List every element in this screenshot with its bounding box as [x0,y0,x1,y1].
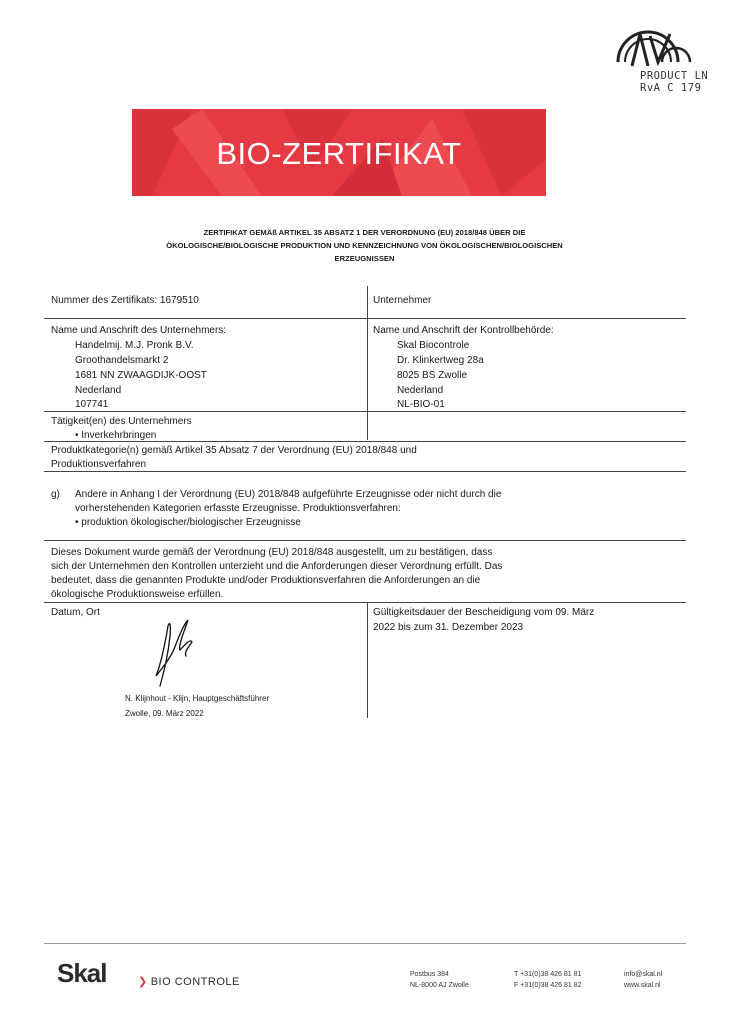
brand-name: Skal [57,958,107,988]
document-title: BIO-ZERTIFIKAT [216,136,462,171]
brand-subtitle [138,975,240,988]
footer-website[interactable]: www.skal.nl [624,982,661,989]
title-banner [132,109,546,196]
category-letter: g) [51,489,60,500]
validity-line2: 2022 bis zum 31. Dezember 2023 [373,622,524,633]
footer-postbus: Postbus 384 [410,971,449,978]
subtitle-line3: ERZEUGNISSEN [334,254,395,263]
control-body-label: Name und Anschrift der Kontrollbehörde: [373,325,554,336]
divider-4 [44,471,686,472]
operator-code: 107741 [75,399,109,410]
footer-phone: T +31(0)38 426 81 81 [514,971,582,978]
category-line2: vorherstehenden Kategorien erfasste Erzeugnisse. Produktionsverfahren: [75,503,401,514]
divider-2 [44,411,686,412]
operator-street: Groothandelsmarkt 2 [75,355,169,366]
control-body-name: Skal Biocontrole [397,340,470,351]
category-line1: Andere in Anhang I der Verordnung (EU) 2018/848 aufgeführte Erzeugnisse oder nicht durch die [75,489,502,500]
footer-fax: F +31(0)38 426 81 82 [514,982,582,989]
category-bullet-text: produktion ökologischer/biologischer Erzeugnisse [81,517,301,528]
signature [148,616,198,695]
operator-heading: Unternehmer [373,295,432,306]
statement-line2: sich der Unternehmen den Kontrollen unterzieht und die Anforderungen dieser Verordnung erfüllt. Das [51,561,503,572]
validity-line1: Gültigkeitsdauer der Bescheidigung vom 09. März [373,607,595,618]
chevron-right-icon: ❯ [138,976,148,988]
category-bullet: • produktion ökologischer/biologischer Erzeugnisse [75,517,301,528]
footer-postcode: NL-8000 AJ Zwolle [410,982,469,989]
statement-line3: bedeutet, dass die genannten Produkte und/oder Produktionsverfahren die Anforderungen an die [51,575,481,586]
control-body-code: NL-BIO-01 [397,399,445,410]
control-body-street: Dr. Klinkertweg 28a [397,355,484,366]
operator-country: Nederland [75,385,122,396]
statement-line4: ökologische Produktionsweise erfüllen. [51,589,224,600]
control-body-country: Nederland [397,385,444,396]
signatory-place-date: Zwolle, 09. März 2022 [125,709,204,718]
accreditation-logo [610,22,700,110]
column-divider-top [367,286,368,440]
operator-label: Name und Anschrift des Unternehmers: [51,325,227,336]
date-place-label: Datum, Ort [51,607,100,618]
certificate-number: Nummer des Zertifikats: 1679510 [51,295,199,306]
document-subtitle [100,226,629,265]
brand-subtitle-text: BIO CONTROLE [150,976,240,988]
footer-email[interactable]: info@skal.nl [624,971,663,978]
divider-3 [44,441,686,442]
activities-label: Tätigkeit(en) des Unternehmers [51,416,192,427]
activity-item: • Inverkehrbringen [75,430,157,441]
control-body-city: 8025 BS Zwolle [397,370,468,381]
statement-line1: Dieses Dokument wurde gemäß der Verordnung (EU) 2018/848 ausgestellt, um zu bestätigen, dass [51,547,493,558]
operator-city: 1681 NN ZWAAGDIJK-OOST [75,370,207,381]
product-category-line1: Produktkategorie(n) gemäß Artikel 35 Absatz 7 der Verordnung (EU) 2018/848 und [51,445,417,456]
column-divider-bottom [367,603,368,718]
activity-item-text: Inverkehrbringen [81,430,157,441]
signatory-name: N. Klijnhout - Klijn, Hauptgeschäftsführer [125,694,270,703]
divider-1 [44,318,686,319]
subtitle-line1: ZERTIFIKAT GEMÄß ARTIKEL 35 ABSATZ 1 DER VERORDNUNG (EU) 2018/848 ÜBER DIE [203,228,526,237]
accreditation-line1: PRODUCT LN [640,70,709,82]
product-category-line2: Produktionsverfahren [51,459,147,470]
subtitle-line2: ÖKOLOGISCHE/BIOLOGISCHE PRODUKTION UND KENNZEICHNUNG VON ÖKOLOGISCHEN/BIOLOGISCHEN [166,241,563,250]
operator-name: Handelmij. M.J. Pronk B.V. [75,340,194,351]
footer-divider [44,943,686,944]
accreditation-line2: RvA C 179 [640,82,702,94]
accreditation-text [640,70,708,94]
skal-logo [57,958,107,989]
divider-6 [44,602,686,603]
divider-5 [44,540,686,541]
